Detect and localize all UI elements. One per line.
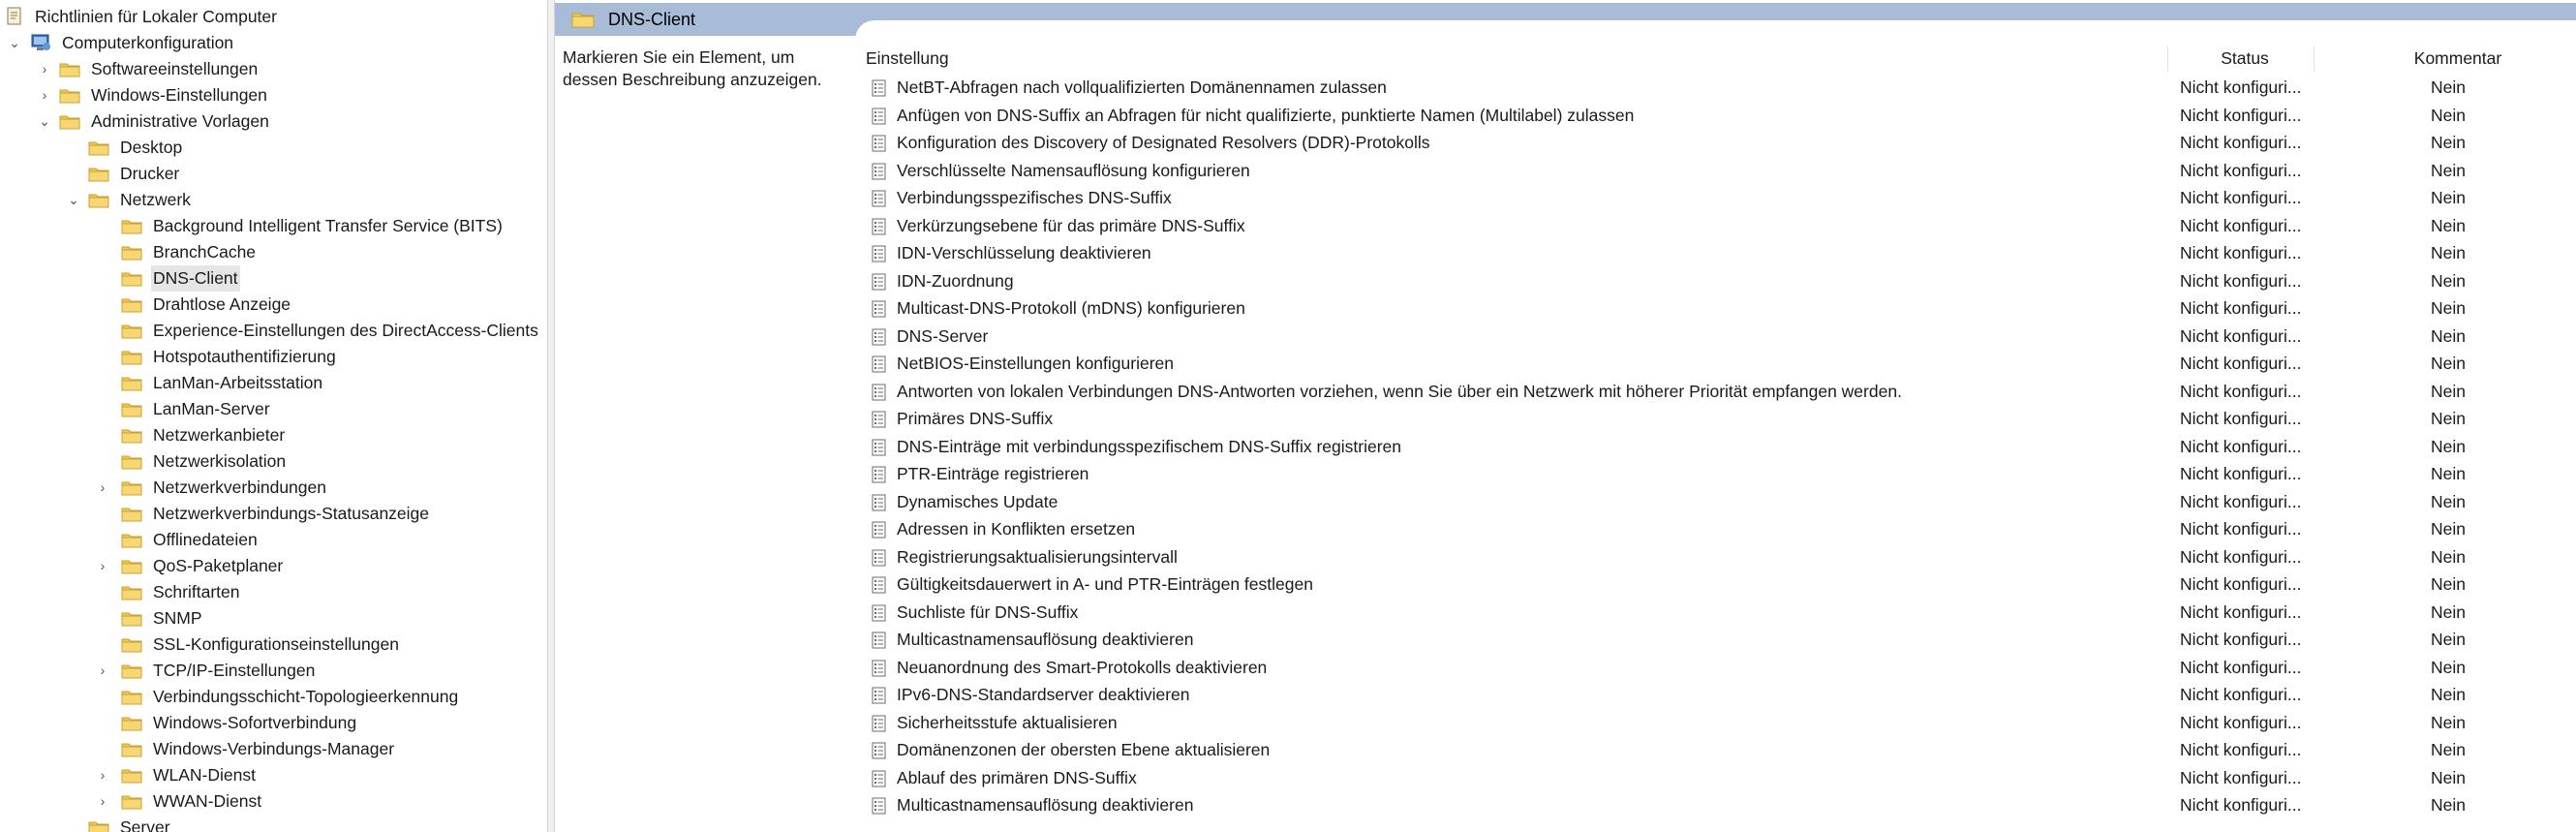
setting-status: Nicht konfiguri... (2180, 105, 2302, 125)
tree-item-label: Netzwerkverbindungen (153, 478, 326, 497)
setting-status: Nicht konfiguri... (2180, 354, 2302, 373)
policy-setting-icon (872, 218, 887, 235)
setting-name: PTR-Einträge registrieren (897, 464, 1089, 483)
setting-status: Nicht konfiguri... (2180, 215, 2302, 235)
policy-setting-icon (872, 355, 887, 373)
policy-setting-icon (872, 715, 887, 732)
table-row[interactable] (864, 405, 2576, 433)
setting-status: Nicht konfiguri... (2180, 601, 2302, 622)
chevron-right-icon[interactable]: › (100, 479, 106, 495)
folder-icon (121, 271, 142, 287)
setting-status: Nicht konfiguri... (2180, 491, 2302, 511)
setting-name: NetBIOS-Einstellungen konfigurieren (897, 354, 1174, 373)
chevron-right-icon[interactable]: › (42, 87, 47, 103)
setting-name: Suchliste für DNS-Suffix (897, 601, 1079, 622)
table-row[interactable] (864, 74, 2576, 102)
tree-item-label: Offlinedateien (153, 530, 258, 549)
folder-icon (571, 11, 595, 28)
folder-icon (121, 663, 142, 679)
setting-status: Nicht konfiguri... (2180, 298, 2302, 318)
folder-icon (121, 376, 142, 391)
tree-item-label: Netzwerkverbindungs-Statusanzeige (153, 504, 430, 523)
chevron-down-icon[interactable]: ⌄ (39, 113, 50, 129)
setting-comment: Nein (2431, 519, 2466, 539)
table-row[interactable] (864, 543, 2576, 571)
setting-status: Nicht konfiguri... (2180, 160, 2302, 180)
table-row[interactable] (864, 599, 2576, 627)
setting-comment: Nein (2431, 767, 2466, 787)
policy-setting-icon (872, 742, 887, 759)
policy-setting-icon (872, 135, 887, 152)
chevron-right-icon[interactable]: › (100, 767, 106, 783)
tree-item-label: Schriftarten (153, 582, 240, 601)
setting-comment: Nein (2431, 409, 2466, 428)
policy-setting-icon (872, 190, 887, 207)
chevron-down-icon[interactable]: ⌄ (68, 192, 79, 207)
folder-icon (121, 533, 142, 548)
policy-setting-icon (872, 163, 887, 180)
tree-item-label: Netzwerkisolation (153, 451, 287, 471)
tree-item-label: Netzwerkanbieter (153, 425, 286, 445)
setting-name: Multicastnamensauflösung deaktivieren (897, 795, 1194, 815)
tree-item-label: Experience-Einstellungen des DirectAccess-Clients (153, 321, 538, 340)
setting-comment: Nein (2431, 133, 2466, 152)
setting-name: Antworten von lokalen Verbindungen DNS-Antworten vorziehen, wenn Sie über ein Netzwerk mit höherer Priorität empfangen werden. (897, 381, 1902, 401)
policy-setting-icon (872, 79, 887, 97)
setting-comment: Nein (2431, 270, 2466, 291)
policy-setting-icon (872, 466, 887, 483)
tree-item-label: Administrative Vorlagen (91, 111, 269, 131)
setting-comment: Nein (2431, 740, 2466, 759)
table-row[interactable] (864, 239, 2576, 267)
setting-status: Nicht konfiguri... (2180, 436, 2302, 456)
folder-icon (121, 402, 142, 417)
tree-item-label: Desktop (120, 138, 183, 157)
setting-status: Nicht konfiguri... (2180, 133, 2302, 152)
policy-setting-icon (872, 328, 887, 346)
folder-icon (121, 742, 142, 757)
tree-root-label: Richtlinien für Lokaler Computer (35, 7, 277, 26)
setting-comment: Nein (2431, 795, 2466, 815)
setting-name: Registrierungsaktualisierungsintervall (897, 546, 1178, 567)
setting-status: Nicht konfiguri... (2180, 243, 2302, 262)
setting-status: Nicht konfiguri... (2180, 188, 2302, 207)
table-row[interactable] (864, 709, 2576, 737)
setting-name: Multicastnamensauflösung deaktivieren (897, 630, 1194, 649)
folder-icon (121, 454, 142, 470)
setting-comment: Nein (2431, 105, 2466, 125)
folder-icon (121, 690, 142, 705)
setting-status: Nicht konfiguri... (2180, 77, 2302, 97)
table-row[interactable] (864, 626, 2576, 654)
policy-setting-icon (872, 660, 887, 677)
setting-status: Nicht konfiguri... (2180, 630, 2302, 649)
setting-name: Sicherheitsstufe aktualisieren (897, 712, 1118, 732)
table-row[interactable] (864, 736, 2576, 764)
setting-status: Nicht konfiguri... (2180, 464, 2302, 483)
setting-name: IPv6-DNS-Standardserver deaktivieren (897, 685, 1190, 704)
policy-setting-icon (872, 273, 887, 291)
policy-setting-icon (872, 797, 887, 815)
panel-banner (555, 3, 2576, 44)
tree-item-label: BranchCache (153, 242, 257, 262)
chevron-right-icon[interactable]: › (100, 793, 106, 809)
table-row[interactable] (864, 764, 2576, 792)
tree-item-label: LanMan-Arbeitsstation (153, 373, 323, 392)
list-header (864, 45, 2576, 72)
column-header-status[interactable]: Status (2221, 48, 2269, 68)
tree-item-label: TCP/IP-Einstellungen (153, 661, 316, 680)
setting-comment: Nein (2431, 354, 2466, 373)
policy-setting-icon (872, 300, 887, 318)
folder-icon (59, 114, 80, 130)
setting-status: Nicht konfiguri... (2180, 767, 2302, 787)
navigation-tree (0, 0, 547, 832)
setting-name: Domänenzonen der obersten Ebene aktualisieren (897, 740, 1271, 759)
folder-icon (88, 140, 109, 156)
tree-item-label: Netzwerk (120, 190, 191, 209)
table-row[interactable] (864, 157, 2576, 185)
setting-status: Nicht konfiguri... (2180, 740, 2302, 759)
table-row[interactable] (864, 212, 2576, 240)
table-row[interactable] (864, 460, 2576, 488)
details-pane (555, 0, 2576, 832)
setting-status: Nicht konfiguri... (2180, 574, 2302, 594)
setting-name: DNS-Einträge mit verbindungsspezifischem DNS-Suffix registrieren (897, 436, 1401, 456)
table-row[interactable] (864, 184, 2576, 212)
tree-item-label: Windows-Einstellungen (91, 85, 267, 105)
tree-item-label: DNS-Client (151, 265, 240, 292)
setting-comment: Nein (2431, 160, 2466, 180)
setting-status: Nicht konfiguri... (2180, 325, 2302, 346)
chevron-right-icon[interactable]: › (100, 558, 106, 573)
tree-item-label: Drahtlose Anzeige (153, 294, 291, 314)
setting-status: Nicht konfiguri... (2180, 685, 2302, 704)
setting-name: IDN-Verschlüsselung deaktivieren (897, 243, 1151, 262)
folder-icon (121, 585, 142, 601)
chevron-right-icon[interactable]: › (100, 663, 106, 678)
policy-setting-icon (872, 384, 887, 401)
chevron-down-icon[interactable]: ⌄ (9, 35, 20, 50)
setting-comment: Nein (2431, 712, 2466, 732)
pane-splitter[interactable] (547, 0, 555, 832)
folder-icon (121, 480, 142, 496)
folder-icon (121, 507, 142, 522)
chevron-right-icon[interactable]: › (42, 61, 47, 77)
table-row[interactable] (864, 294, 2576, 323)
table-row[interactable] (864, 654, 2576, 682)
setting-name: IDN-Zuordnung (897, 270, 1014, 291)
tree-item-label: WWAN-Dienst (153, 791, 262, 811)
table-row[interactable] (864, 791, 2576, 819)
setting-name: Verbindungsspezifisches DNS-Suffix (897, 188, 1172, 207)
setting-name: Ablauf des primären DNS-Suffix (897, 767, 1137, 787)
folder-icon (121, 794, 142, 810)
folder-icon (88, 193, 109, 208)
setting-name: Multicast-DNS-Protokoll (mDNS) konfigurieren (897, 298, 1245, 318)
setting-name: Neuanordnung des Smart-Protokolls deaktivieren (897, 657, 1268, 677)
tree-item-label: Windows-Verbindungs-Manager (153, 739, 395, 758)
table-row[interactable] (864, 323, 2576, 351)
table-row[interactable] (864, 570, 2576, 599)
folder-icon (121, 637, 142, 653)
policy-document-icon (6, 7, 23, 26)
setting-name: Verkürzungsebene für das primäre DNS-Suffix (897, 215, 1245, 235)
setting-status: Nicht konfiguri... (2180, 519, 2302, 539)
setting-name: Dynamisches Update (897, 491, 1058, 511)
setting-comment: Nein (2431, 215, 2466, 235)
tree-item-label: QoS-Paketplaner (153, 556, 284, 575)
policy-setting-icon (872, 632, 887, 649)
setting-name: Gültigkeitsdauerwert in A- und PTR-Einträgen festlegen (897, 574, 1313, 594)
folder-icon (121, 611, 142, 627)
tree-computer-configuration-label: Computerkonfiguration (62, 33, 234, 52)
setting-comment: Nein (2431, 630, 2466, 649)
setting-comment: Nein (2431, 657, 2466, 677)
setting-name: Anfügen von DNS-Suffix an Abfragen für nicht qualifizierte, punktierte Namen (Multilabel) zulassen (897, 105, 1635, 125)
setting-name: Verschlüsselte Namensauflösung konfigurieren (897, 160, 1250, 180)
folder-icon (88, 820, 109, 832)
table-row[interactable] (864, 433, 2576, 461)
setting-status: Nicht konfiguri... (2180, 546, 2302, 567)
setting-comment: Nein (2431, 464, 2466, 483)
policy-setting-icon (872, 521, 887, 539)
setting-status: Nicht konfiguri... (2180, 381, 2302, 401)
policy-setting-icon (872, 411, 887, 428)
folder-icon (121, 350, 142, 365)
policy-setting-icon (872, 604, 887, 622)
setting-comment: Nein (2431, 601, 2466, 622)
policy-setting-icon (872, 770, 887, 787)
folder-icon (121, 219, 142, 234)
table-row[interactable] (864, 350, 2576, 378)
setting-comment: Nein (2431, 243, 2466, 262)
folder-icon (121, 324, 142, 339)
policy-setting-icon (872, 549, 887, 567)
policy-setting-icon (872, 687, 887, 704)
column-divider[interactable] (2167, 46, 2168, 72)
setting-name: Konfiguration des Discovery of Designated Resolvers (DDR)-Protokolls (897, 133, 1430, 152)
setting-status: Nicht konfiguri... (2180, 409, 2302, 428)
setting-comment: Nein (2431, 325, 2466, 346)
folder-icon (59, 62, 80, 77)
table-row[interactable] (864, 378, 2576, 406)
tree-item-label: Background Intelligent Transfer Service (BITS) (153, 216, 503, 235)
folder-icon (121, 297, 142, 313)
setting-comment: Nein (2431, 491, 2466, 511)
policy-setting-icon (872, 439, 887, 456)
policy-setting-icon (872, 245, 887, 262)
column-header-comment[interactable]: Kommentar (2413, 48, 2502, 68)
tree-item-label: Verbindungsschicht-Topologieerkennung (153, 687, 459, 706)
folder-icon (121, 716, 142, 731)
table-row[interactable] (864, 129, 2576, 157)
setting-comment: Nein (2431, 685, 2466, 704)
setting-status: Nicht konfiguri... (2180, 712, 2302, 732)
tree-item-label: LanMan-Server (153, 399, 270, 418)
tree-item-label: SNMP (153, 608, 202, 628)
column-header-setting[interactable]: Einstellung (866, 48, 949, 68)
setting-comment: Nein (2431, 77, 2466, 97)
setting-comment: Nein (2431, 188, 2466, 207)
computer-icon (31, 34, 52, 52)
setting-status: Nicht konfiguri... (2180, 795, 2302, 815)
panel-title: DNS-Client (608, 10, 696, 29)
table-row[interactable] (864, 488, 2576, 516)
setting-name: DNS-Server (897, 325, 989, 346)
tree-item-label: Hotspotauthentifizierung (153, 347, 336, 366)
tree-item-label: SSL-Konfigurationseinstellungen (153, 634, 399, 654)
policy-setting-icon (872, 576, 887, 594)
table-row[interactable] (864, 267, 2576, 295)
folder-icon (121, 428, 142, 444)
setting-name: Primäres DNS-Suffix (897, 409, 1054, 428)
table-row[interactable] (864, 681, 2576, 709)
setting-status: Nicht konfiguri... (2180, 657, 2302, 677)
setting-name: NetBT-Abfragen nach vollqualifizierten Domänennamen zulassen (897, 77, 1387, 97)
tree-item-label: Server (120, 817, 170, 832)
policy-setting-icon (872, 108, 887, 125)
folder-icon (88, 167, 109, 182)
description-text: Markieren Sie ein Element, um dessen Beschreibung anzuzeigen. (563, 47, 822, 89)
setting-comment: Nein (2431, 381, 2466, 401)
setting-comment: Nein (2431, 298, 2466, 318)
setting-status: Nicht konfiguri... (2180, 270, 2302, 291)
folder-icon (121, 559, 142, 574)
tree-item-label: Drucker (120, 164, 180, 183)
policy-setting-icon (872, 494, 887, 511)
folder-icon (121, 768, 142, 784)
setting-comment: Nein (2431, 436, 2466, 456)
tree-item-label: Windows-Sofortverbindung (153, 713, 357, 732)
table-row[interactable] (864, 515, 2576, 543)
tree-item-label: Softwareeinstellungen (91, 59, 259, 78)
folder-icon (121, 245, 142, 261)
setting-comment: Nein (2431, 546, 2466, 567)
table-row[interactable] (864, 102, 2576, 130)
folder-icon (59, 88, 80, 104)
setting-name: Adressen in Konflikten ersetzen (897, 519, 1136, 539)
tree-item-label: WLAN-Dienst (153, 765, 256, 785)
setting-comment: Nein (2431, 574, 2466, 594)
